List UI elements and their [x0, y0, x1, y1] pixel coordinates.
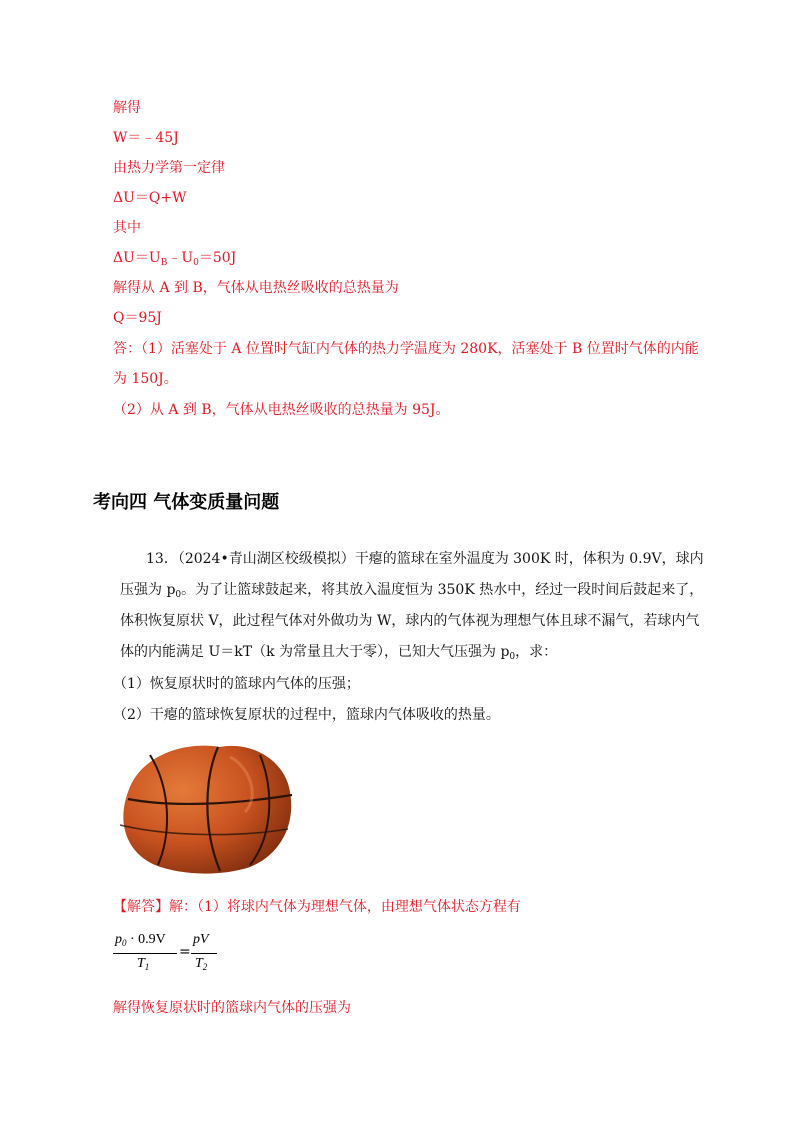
formula-left-denominator: $T_1$: [137, 956, 150, 972]
fraction-bar: [113, 953, 177, 954]
formula-equals: =: [179, 944, 191, 960]
answer-line: 其中: [113, 220, 141, 236]
section-heading: 考向四 气体变质量问题: [93, 492, 280, 513]
question-2: （2）干瘪的篮球恢复原状的过程中，篮球内气体吸收的热量。: [113, 707, 500, 723]
answer-line: 解得: [113, 100, 141, 116]
answer-line: Q＝95J: [113, 310, 162, 326]
answer-line: 解得从 A 到 B，气体从电热丝吸收的总热量为: [113, 280, 399, 296]
answer-line: 答：（1）活塞处于 A 位置时气缸内气体的热力学温度为 280K，活塞处于 B 位置时气体的内能: [113, 341, 699, 357]
problem-line: 体积恢复原状 V，此过程气体对外做功为 W，球内的气体视为理想气体且球不漏气，若球内气: [120, 613, 700, 629]
delta-u-line: $\Delta U=U_B﹣U_0=50J$: [113, 250, 237, 268]
answer-line: （2）从 A 到 B，气体从电热丝吸收的总热量为 95J。: [113, 402, 450, 418]
problem-line: 压强为 $p_0$。为了让篮球鼓起来，将其放入温度恒为 350K 热水中，经过一段时间后鼓起来了，: [120, 582, 704, 600]
answer-line: 为 150J。: [113, 371, 178, 387]
problem-line: 体的内能满足 U＝kT（k 为常量且大于零），已知大气压强为 $p_0$，求：: [120, 644, 558, 662]
answer-line: W＝﹣45J: [113, 130, 179, 146]
formula-left-numerator: $p_0 \cdot 0.9V$: [115, 932, 166, 948]
formula-right-numerator: pV: [193, 932, 209, 947]
answer-line: 由热力学第一定律: [113, 160, 225, 176]
formula-right-denominator: $T_2$: [195, 956, 208, 972]
ideal-gas-formula: [113, 930, 223, 978]
deflated-basketball-image: [110, 737, 295, 877]
problem-line: 13．（2024•青山湖区校级模拟）干瘪的篮球在室外温度为 300K 时，体积为 0.9V，球内: [146, 551, 704, 567]
solution-intro: 【解答】解：（1）将球内气体为理想气体，由理想气体状态方程有: [113, 899, 521, 915]
question-1: （1）恢复原状时的篮球内气体的压强；: [113, 676, 360, 692]
answer-line: ΔU＝Q+W: [113, 190, 187, 206]
fraction-bar: [191, 953, 217, 954]
solution-tag: 【解答】: [113, 899, 169, 915]
solution-line: 解得恢复原状时的篮球内气体的压强为: [113, 1000, 351, 1016]
